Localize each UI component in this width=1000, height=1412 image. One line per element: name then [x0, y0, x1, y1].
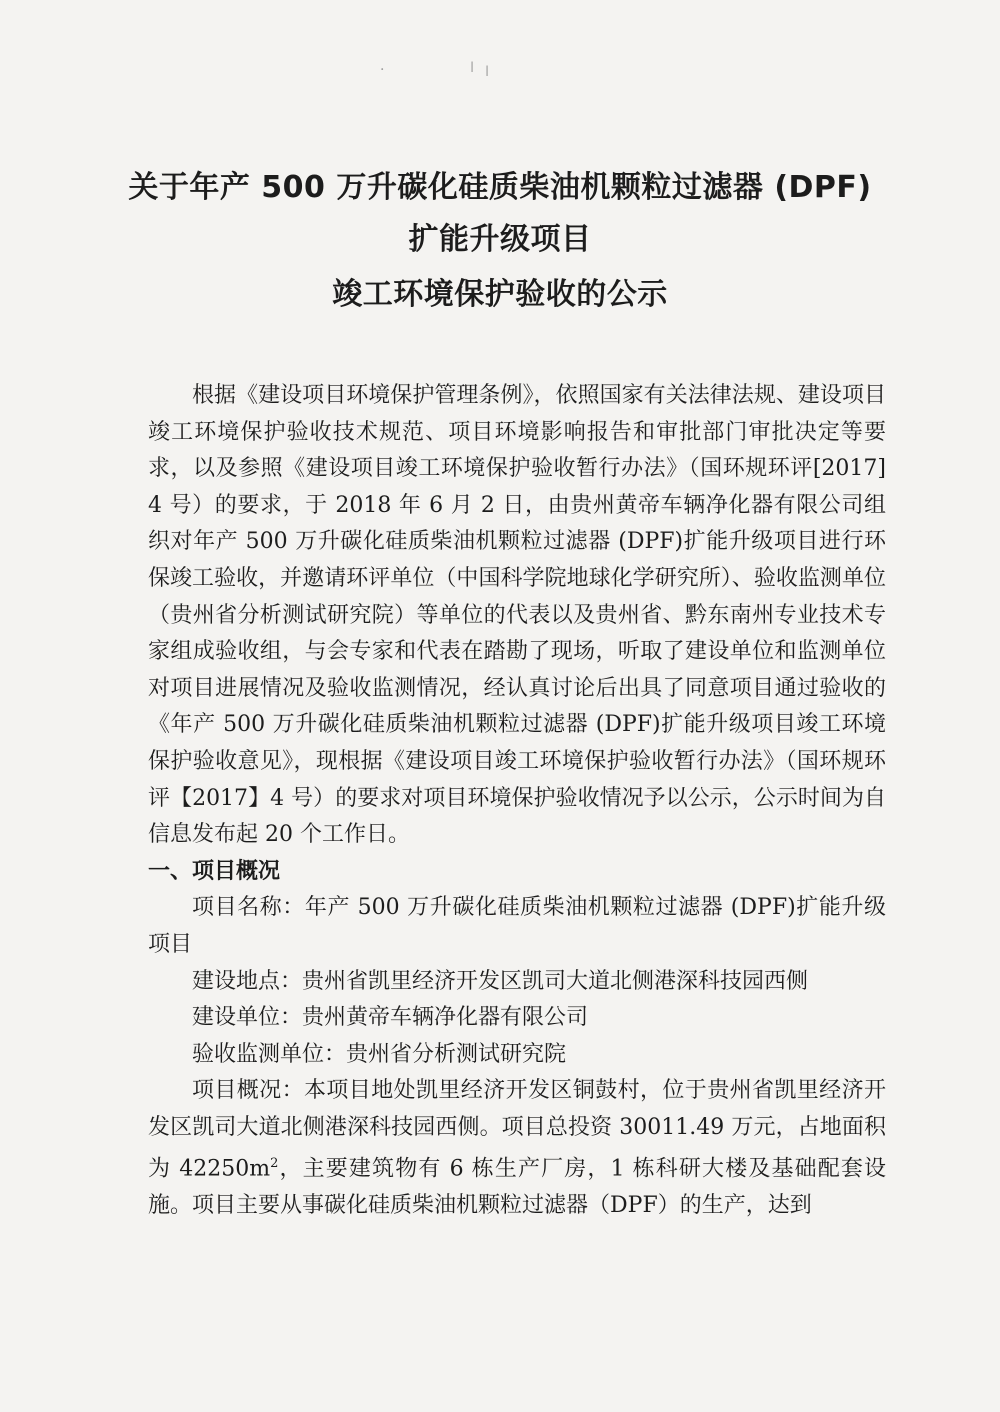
overview-text-a: 项目概况：本项目地处凯里经济开发区铜鼓村，位于贵州省凯里经济开发区凯司大道北侧港深科技园西侧。项目总投资 30011.49 万元，占地面积为 42250m — [148, 1078, 886, 1182]
intro-paragraph: 根据《建设项目环境保护管理条例》，依照国家有关法律法规、建设项目竣工环境保护验收技术规范、项目环境影响报告和审批部门审批决定等要求，以及参照《建设项目竣工环境保护验收暂行办法》（国环规环评[2017] 4 号）的要求，于 2018 年 6 月 2 日，由贵州黄帝车辆净化器有限公司组织对年产 500 万升碳化硅质柴油机颗粒过滤器 (DPF)扩能升级项目进行环保竣工验收，并邀请环评单位（中国科学院地球化学研究所）、验收监测单位（贵州省分析测试研究院）等单位的代表以及贵州省、黔东南州专业技术专家组成验收组，与会专家和代表在踏勘了现场，听取了建设单位和监测单位对项目进展情况及验收监测情况，经认真讨论后出具了同意项目通过验收的《年产 500 万升碳化硅质柴油机颗粒过滤器 (DPF)扩能升级项目竣工环境保护验收意见》，现根据《建设项目竣工环境保护验收暂行办法》（国环规环评【2017】4 号）的要求对项目环境保护验收情况予以公示，公示时间为自信息发布起 20 个工作日。 — [148, 383, 886, 848]
project-location: 建设地点：贵州省凯里经济开发区凯司大道北侧港深科技园西侧 — [192, 968, 809, 994]
overview-text-b: ，主要建筑物有 6 栋生产厂房，1 栋科研大楼及基础配套设施。项目主要从事碳化硅质柴油机颗粒过滤器（DPF）的生产，达到 — [148, 1156, 886, 1219]
scan-mark: ǀ — [485, 64, 490, 80]
overview-superscript: 2 — [270, 1156, 279, 1172]
section-heading: 一、项目概况 — [148, 858, 281, 884]
project-builder: 建设单位：贵州黄帝车辆净化器有限公司 — [192, 1005, 589, 1031]
document-title-line2: 扩能升级项目 — [408, 222, 592, 257]
project-name: 项目名称：年产 500 万升碳化硅质柴油机颗粒过滤器 (DPF)扩能升级项目 — [148, 895, 886, 957]
project-overview — [148, 1073, 886, 1225]
document-title-line1: 关于年产 500 万升碳化硅质柴油机颗粒过滤器 (DPF) — [128, 170, 872, 205]
project-monitor: 验收监测单位：贵州省分析测试研究院 — [192, 1041, 567, 1067]
scan-mark: · — [380, 62, 385, 78]
scan-mark: ǀ — [470, 60, 475, 76]
document-body — [148, 378, 886, 1225]
document-title-line3: 竣工环境保护验收的公示 — [332, 277, 668, 312]
